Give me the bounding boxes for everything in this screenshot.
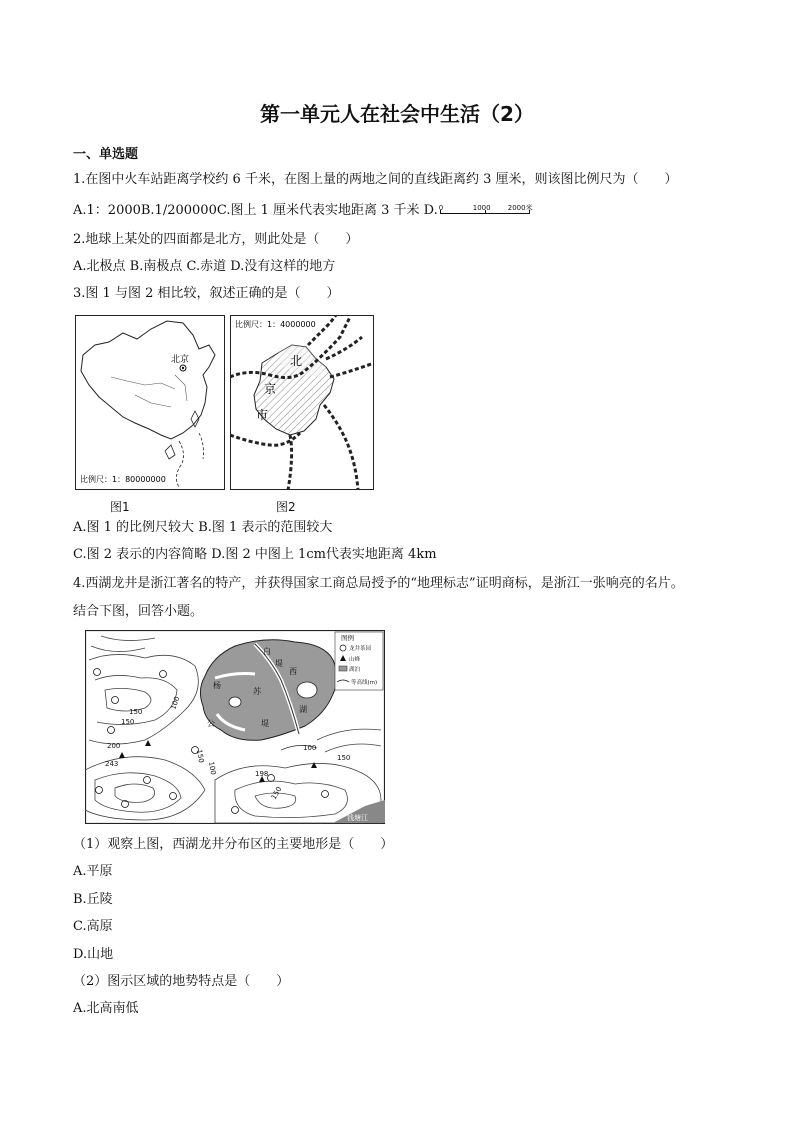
legend-peak: 山峰 xyxy=(349,657,361,663)
q2-options: A.北极点 B.南极点 C.赤道 D.没有这样的地方 xyxy=(73,259,336,274)
scale-label-1000: 1000 xyxy=(472,204,491,212)
contour-label-5: 150 xyxy=(195,748,206,764)
lake-char-gong: 公 xyxy=(207,719,215,728)
fig1-scale-text: 比例尺：1：80000000 xyxy=(80,475,166,484)
lake-char-di2: 堤 xyxy=(261,719,269,728)
fig2-char-bei: 北 xyxy=(290,354,303,368)
contour-label-11: 150 xyxy=(129,708,143,716)
q4-sub2-option-a: A.北高南低 xyxy=(73,1001,139,1016)
q4-sub1-option-c: C.高原 xyxy=(73,919,113,934)
contour-label-7: 198 xyxy=(255,770,269,778)
q4-sub1-option-a: A.平原 xyxy=(73,864,113,879)
fig1-city-label: 北京 xyxy=(171,355,190,365)
q3-options-line1: A.图 1 的比例尺较大 B.图 1 表示的范围较大 xyxy=(73,520,333,535)
lake-char-bai: 白 xyxy=(263,647,271,656)
contour-label-8: 150 xyxy=(269,785,284,801)
west-lake-map xyxy=(85,630,385,824)
legend-lake: 湖泊 xyxy=(349,667,361,673)
contour-label-9: 100 xyxy=(303,744,317,752)
lake-char-xi: 西 xyxy=(289,667,297,676)
q4-sub1-option-b: B.丘陵 xyxy=(73,892,113,907)
map-legend xyxy=(335,632,383,690)
lake-char-di1: 堤 xyxy=(275,659,283,668)
page-title: 第一单元人在社会中生活（2） xyxy=(260,102,534,126)
q1-stem: 1.在图中火车站距离学校约 6 千米，在图上量的两地之间的直线距离约 3 厘米，则该图比例尺为（ ） xyxy=(73,172,678,187)
fig2-scale-text: 比例尺：1：4000000 xyxy=(235,320,316,329)
legend-title: 图例 xyxy=(341,634,354,642)
q4-sub2-stem: （2）图示区域的地势特点是（ ） xyxy=(73,974,290,989)
lake-char-yang: 杨 xyxy=(213,681,221,690)
q3-options-line2: C.图 2 表示的内容简略 D.图 2 中图上 1cm代表实地距离 4km xyxy=(73,547,437,562)
q4-stem-line2: 结合下图，回答小题。 xyxy=(73,604,204,619)
contour-label-6: 100 xyxy=(207,760,218,776)
scale-label-0: 0 xyxy=(438,204,444,212)
lake-char-hu: 湖 xyxy=(299,705,307,714)
contour-label-2: 150 xyxy=(121,718,135,726)
q4-sub1-option-d: D.山地 xyxy=(73,947,114,962)
legend-contour: 等高线(m) xyxy=(351,680,378,686)
contour-label-10: 150 xyxy=(337,754,351,762)
legend-tea-garden: 龙井茶园 xyxy=(349,646,372,652)
contour-label-4: 243 xyxy=(105,760,119,768)
figure-1-caption: 图1 xyxy=(110,500,130,514)
q4-stem-line1: 4.西湖龙井是浙江著名的特产，并获得国家工商总局授予的“地理标志”证明商标，是浙江一张响亮的名片。 xyxy=(73,576,684,591)
q1-options xyxy=(73,200,532,220)
scale-label-2000: 2000米 xyxy=(507,204,533,212)
scale-bar-graphic xyxy=(440,200,532,216)
q4-sub1-stem: （1）观察上图，西湖龙井分布区的主要地形是（ ） xyxy=(73,837,394,852)
q1-options-text: A.1：2000B.1/200000C.图上 1 厘米代表实地距离 3 千米 D. xyxy=(73,203,438,218)
fig2-char-shi: 市 xyxy=(256,408,269,422)
figure-2-caption: 图2 xyxy=(276,500,296,514)
q2-stem: 2.地球上某处的四面都是北方，则此处是（ ） xyxy=(73,232,359,247)
section-heading: 一、单选题 xyxy=(73,147,139,162)
contour-label-3: 200 xyxy=(107,742,121,750)
lake-char-su: 苏 xyxy=(253,687,261,696)
figure-2-beijing-map xyxy=(230,315,374,490)
contour-label-1: 100 xyxy=(169,695,182,711)
fig2-char-jing: 京 xyxy=(264,382,277,396)
figure-1-china-map xyxy=(75,315,225,490)
q3-stem: 3.图 1 与图 2 相比较，叙述正确的是（ ） xyxy=(73,286,340,301)
river-label: 钱塘江 xyxy=(347,814,368,822)
